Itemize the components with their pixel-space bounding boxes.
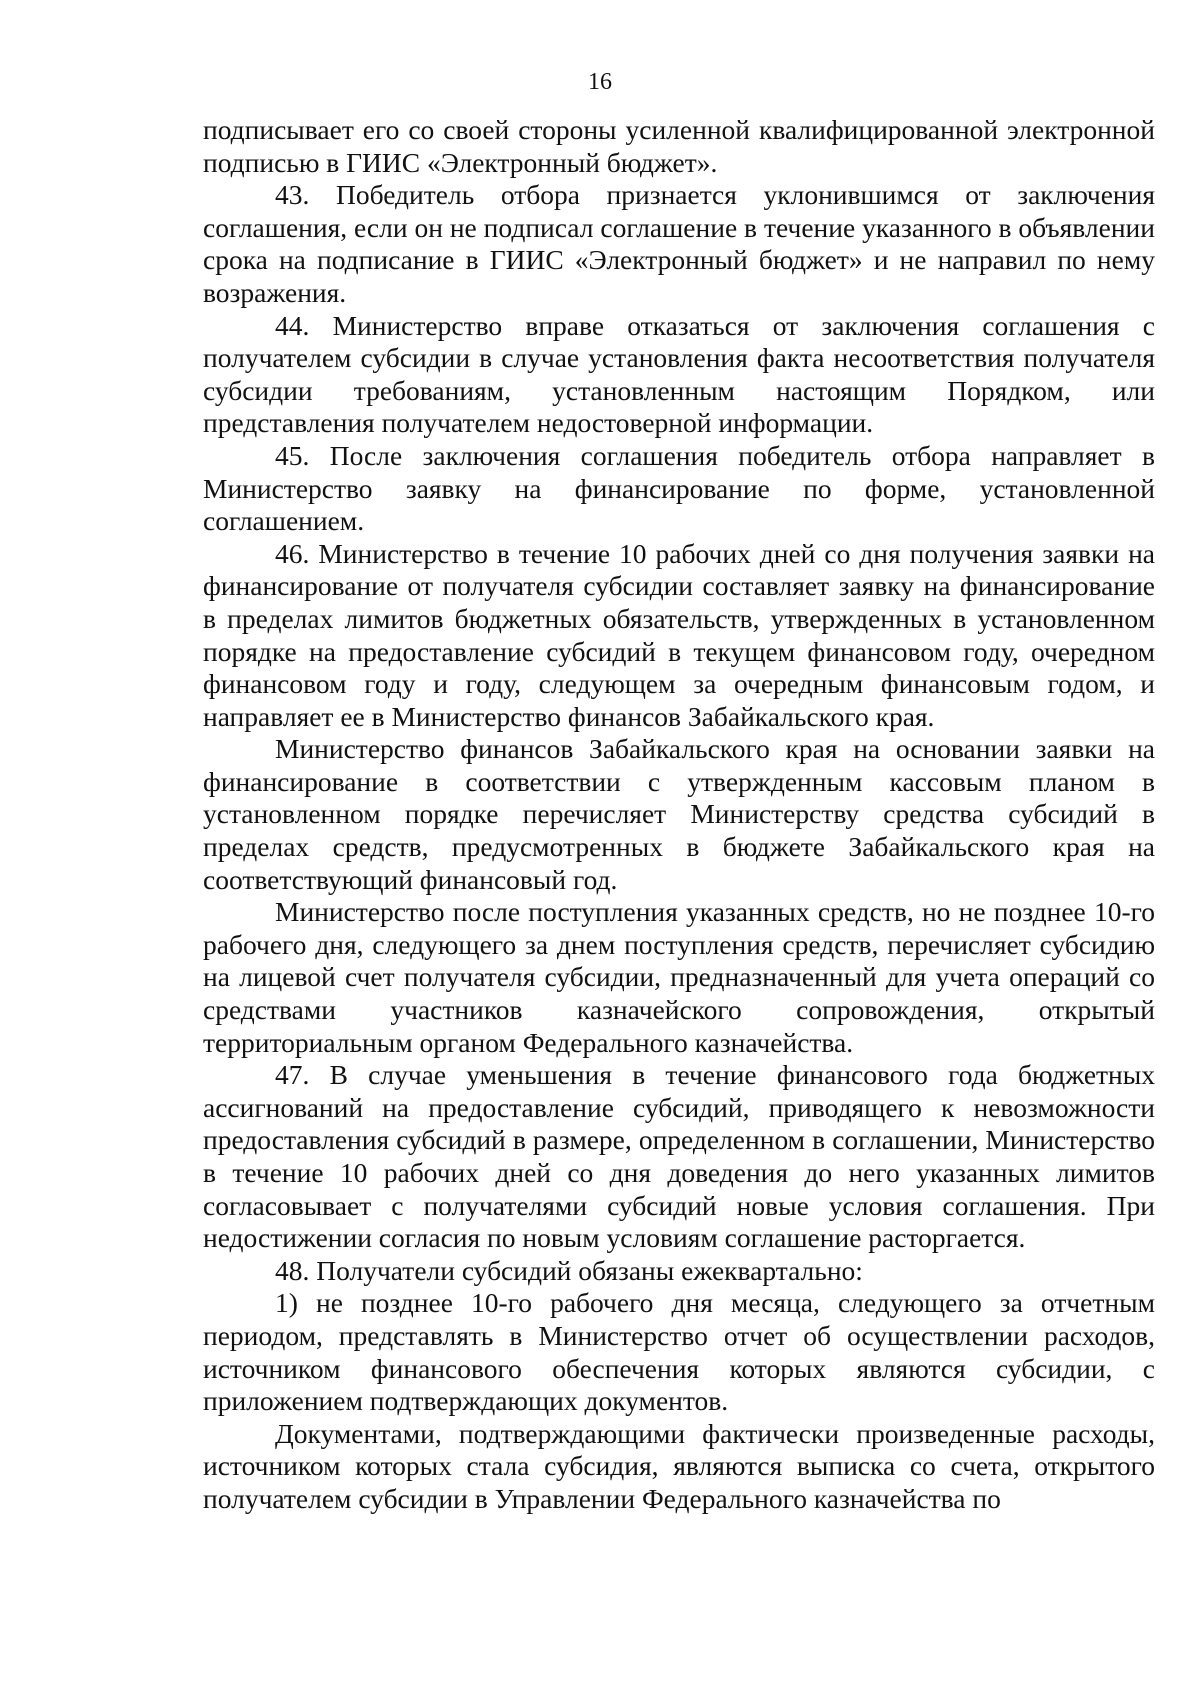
page-number: 16 [588,69,612,95]
paragraph-46: 46. Министерство в течение 10 рабочих дней со дня получения заявки на финансирование от получателя субсидии составляет заявку на финансирование в пределах лимитов бюджетных обязательств, утвержденных в установленном порядке на предоставление субсидий в текущем финансовом году, очередном финансовом году и году, следующем за очередным финансовым годом, и направляет ее в Министерство финансов Забайкальского края. [203,537,1155,732]
paragraph-46-finance-ministry: Министерство финансов Забайкальского края на основании заявки на финансирование в соответствии с утвержденным кассовым планом в установленном порядке перечисляет Министерству средства субсидий в пределах средств, предусмотренных в бюджете Забайкальского края на соответствующий финансовый год. [203,733,1155,895]
paragraph-supporting-documents: Документами, подтверждающими фактически произведенные расходы, источником которых стала субсидия, являются выписка со счета, открытого получателем субсидии в Управлении Федерального казначейства по [203,1417,1155,1514]
paragraph-46-transfer: Министерство после поступления указанных средств, но не позднее 10-го рабочего дня, следующего за днем поступления средств, перечисляет субсидию на лицевой счет получателя субсидии, предназначенный для учета операций со средствами участников казначейского сопровождения, открытый территориальным органом Федерального казначейства. [203,896,1155,1058]
paragraph-48: 48. Получатели субсидий обязаны ежеквартально: [275,1254,863,1286]
paragraph-43: 43. Победитель отбора признается уклонившимся от заключения соглашения, если он не подписал соглашение в течение указанного в объявлении срока на подписание в ГИИС «Электронный бюджет» и не направил по нему возражения. [203,179,1155,308]
paragraph-45: 45. После заключения соглашения победитель отбора направляет в Министерство заявку на финансирование по форме, установленной соглашением. [203,439,1155,537]
paragraph-48-item-1: 1) не позднее 10-го рабочего дня месяца, следующего за отчетным периодом, представлять в Министерство отчет об осуществлении расходов, источником финансового обеспечения которых являются субсидии, с приложением подтверждающих документов. [203,1287,1155,1417]
paragraph-44: 44. Министерство вправе отказаться от заключения соглашения с получателем субсидии в случае установления факта несоответствия получателя субсидии требованиям, установленным настоящим Порядком, или представления получателем недостоверной информации. [203,309,1155,439]
document-body [203,114,1155,1516]
paragraph-47: 47. В случае уменьшения в течение финансового года бюджетных ассигнований на предоставление субсидий, приводящего к невозможности предоставления субсидий в размере, определенном в соглашении, Министерство в течение 10 рабочих дней со дня доведения до него указанных лимитов согласовывает с получателями субсидий новые условия соглашения. При недостижении согласия по новым условиям соглашение расторгается. [203,1059,1155,1254]
paragraph-continuation: подписывает его со своей стороны усиленной квалифицированной электронной подписью в ГИИС «Электронный бюджет». [203,114,1155,178]
